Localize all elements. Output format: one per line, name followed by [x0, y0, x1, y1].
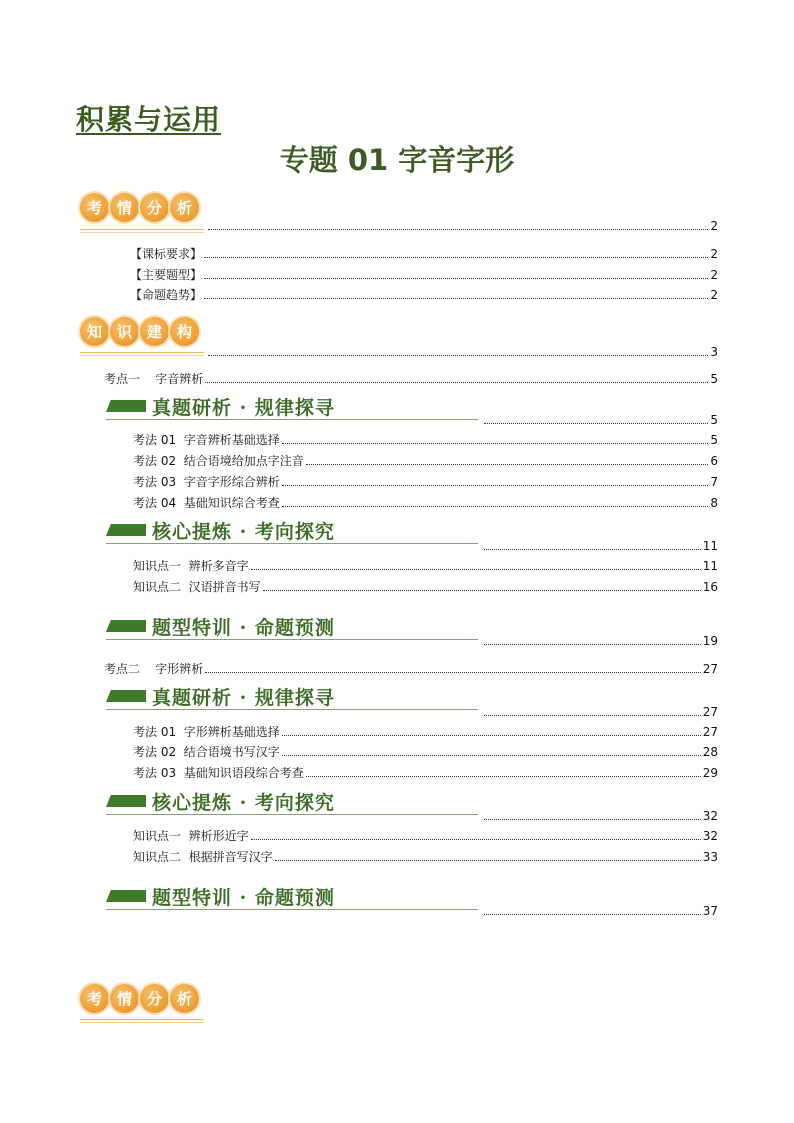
banner-flag-icon: [106, 890, 146, 902]
toc-label: 考法 01 字音辨析基础选择: [133, 433, 280, 447]
banner-flag-icon: [106, 524, 146, 536]
analysis-badge-bottom: [80, 984, 200, 1013]
banner-text: 真题研析 · 规律探寻: [152, 686, 335, 709]
banner-text: 核心提炼 · 考向探究: [152, 520, 335, 543]
badge-char: 构: [170, 317, 199, 346]
toc-label: 考点二 字形辨析: [104, 662, 204, 676]
toc-page-number: 2: [710, 219, 718, 233]
section-banner: [106, 684, 335, 708]
badge-char: 分: [140, 193, 169, 222]
toc-page-number: 33: [702, 850, 718, 864]
toc-page-number: 3: [710, 345, 718, 359]
badge-char: 析: [170, 984, 199, 1013]
banner-underline: [106, 709, 478, 710]
section-banner: [106, 518, 335, 542]
toc-label: 【命题趋势】: [130, 288, 203, 302]
badge-char: 识: [110, 317, 139, 346]
toc-page-number: 11: [702, 559, 718, 573]
toc-label: 考法 03 字音字形综合辨析: [133, 475, 280, 489]
section-banner: [106, 884, 335, 908]
badge-char: 情: [110, 193, 139, 222]
toc-page-number: 27: [702, 662, 718, 676]
banner-underline: [106, 814, 478, 815]
structure-badge: [80, 317, 200, 346]
toc-row[interactable]: [133, 473, 718, 489]
badge-underline: [80, 1022, 204, 1023]
toc-row[interactable]: [133, 452, 718, 468]
toc-page-number: 2: [710, 247, 718, 261]
section-banner: [106, 614, 335, 638]
banner-flag-icon: [106, 795, 146, 807]
badge-char: 考: [80, 984, 109, 1013]
toc-row[interactable]: [130, 245, 718, 261]
toc-label: 考法 01 字形辨析基础选择: [133, 725, 280, 739]
toc-row[interactable]: [482, 632, 718, 648]
badge-underline: [80, 355, 204, 356]
toc-page-number: 32: [702, 809, 718, 823]
toc-row[interactable]: [133, 723, 718, 739]
toc-label: 知识点一 辨析多音字: [133, 559, 249, 573]
toc-row-kaodian[interactable]: [104, 660, 718, 676]
toc-row[interactable]: [482, 411, 718, 427]
toc-label: 考法 02 结合语境给加点字注音: [133, 454, 304, 468]
toc-row[interactable]: [133, 494, 718, 510]
banner-text: 核心提炼 · 考向探究: [152, 791, 335, 814]
toc-page-number: 29: [702, 766, 718, 780]
toc-page-number: 6: [710, 454, 718, 468]
banner-flag-icon: [106, 690, 146, 702]
toc-page-number: 11: [702, 539, 718, 553]
toc-row[interactable]: [133, 557, 718, 573]
badge-underline: [80, 229, 204, 230]
banner-flag-icon: [106, 400, 146, 412]
toc-row[interactable]: [482, 537, 718, 553]
toc-label: 考法 02 结合语境书写汉字: [133, 745, 280, 759]
badge-underline: [80, 232, 204, 233]
toc-row[interactable]: [482, 902, 718, 918]
toc-row[interactable]: [133, 743, 718, 759]
toc-row[interactable]: [206, 343, 718, 359]
toc-page-number: 5: [710, 372, 718, 386]
section-banner: [106, 394, 335, 418]
banner-text: 真题研析 · 规律探寻: [152, 396, 335, 419]
toc-row[interactable]: [133, 827, 718, 843]
toc-label: 知识点一 辨析形近字: [133, 829, 249, 843]
toc-page-number: 2: [710, 288, 718, 302]
toc-page-number: 27: [702, 725, 718, 739]
toc-page-number: 7: [710, 475, 718, 489]
badge-underline: [80, 1019, 204, 1020]
section-banner: [106, 789, 335, 813]
banner-underline: [106, 639, 478, 640]
toc-page-number: 5: [710, 413, 718, 427]
toc-label: 【课标要求】: [130, 247, 203, 261]
toc-row-kaodian[interactable]: [104, 370, 718, 386]
toc-label: 知识点二 根据拼音写汉字: [133, 850, 273, 864]
banner-text: 题型特训 · 命题预测: [152, 616, 335, 639]
toc-label: 考点一 字音辨析: [104, 372, 204, 386]
analysis-badge: [80, 193, 200, 222]
toc-label: 考法 04 基础知识综合考查: [133, 496, 280, 510]
toc-row[interactable]: [133, 578, 718, 594]
badge-char: 考: [80, 193, 109, 222]
toc-row[interactable]: [133, 848, 718, 864]
toc-page-number: 8: [710, 496, 718, 510]
toc-row[interactable]: [130, 286, 718, 302]
toc-label: 【主要题型】: [130, 268, 203, 282]
toc-page-number: 16: [702, 580, 718, 594]
section-label: 积累与运用: [76, 103, 222, 136]
toc-page-number: 5: [710, 433, 718, 447]
badge-char: 析: [170, 193, 199, 222]
badge-char: 建: [140, 317, 169, 346]
toc-page-number: 27: [702, 705, 718, 719]
banner-flag-icon: [106, 620, 146, 632]
badge-char: 知: [80, 317, 109, 346]
toc-page-number: 28: [702, 745, 718, 759]
toc-label: 考法 03 基础知识语段综合考查: [133, 766, 304, 780]
toc-row[interactable]: [206, 217, 718, 233]
toc-row[interactable]: [133, 764, 718, 780]
badge-char: 分: [140, 984, 169, 1013]
toc-row[interactable]: [130, 266, 718, 282]
toc-page-number: 19: [702, 634, 718, 648]
toc-label: 知识点二 汉语拼音书写: [133, 580, 261, 594]
toc-page-number: 32: [702, 829, 718, 843]
toc-row[interactable]: [482, 807, 718, 823]
badge-char: 情: [110, 984, 139, 1013]
banner-underline: [106, 909, 478, 910]
banner-text: 题型特训 · 命题预测: [152, 886, 335, 909]
badge-underline: [80, 352, 204, 353]
toc-page-number: 37: [702, 904, 718, 918]
page-title: 专题 01 字音字形: [279, 143, 515, 177]
toc-page-number: 2: [710, 268, 718, 282]
toc-row[interactable]: [482, 703, 718, 719]
banner-underline: [106, 543, 478, 544]
banner-underline: [106, 419, 478, 420]
toc-row[interactable]: [133, 431, 718, 447]
